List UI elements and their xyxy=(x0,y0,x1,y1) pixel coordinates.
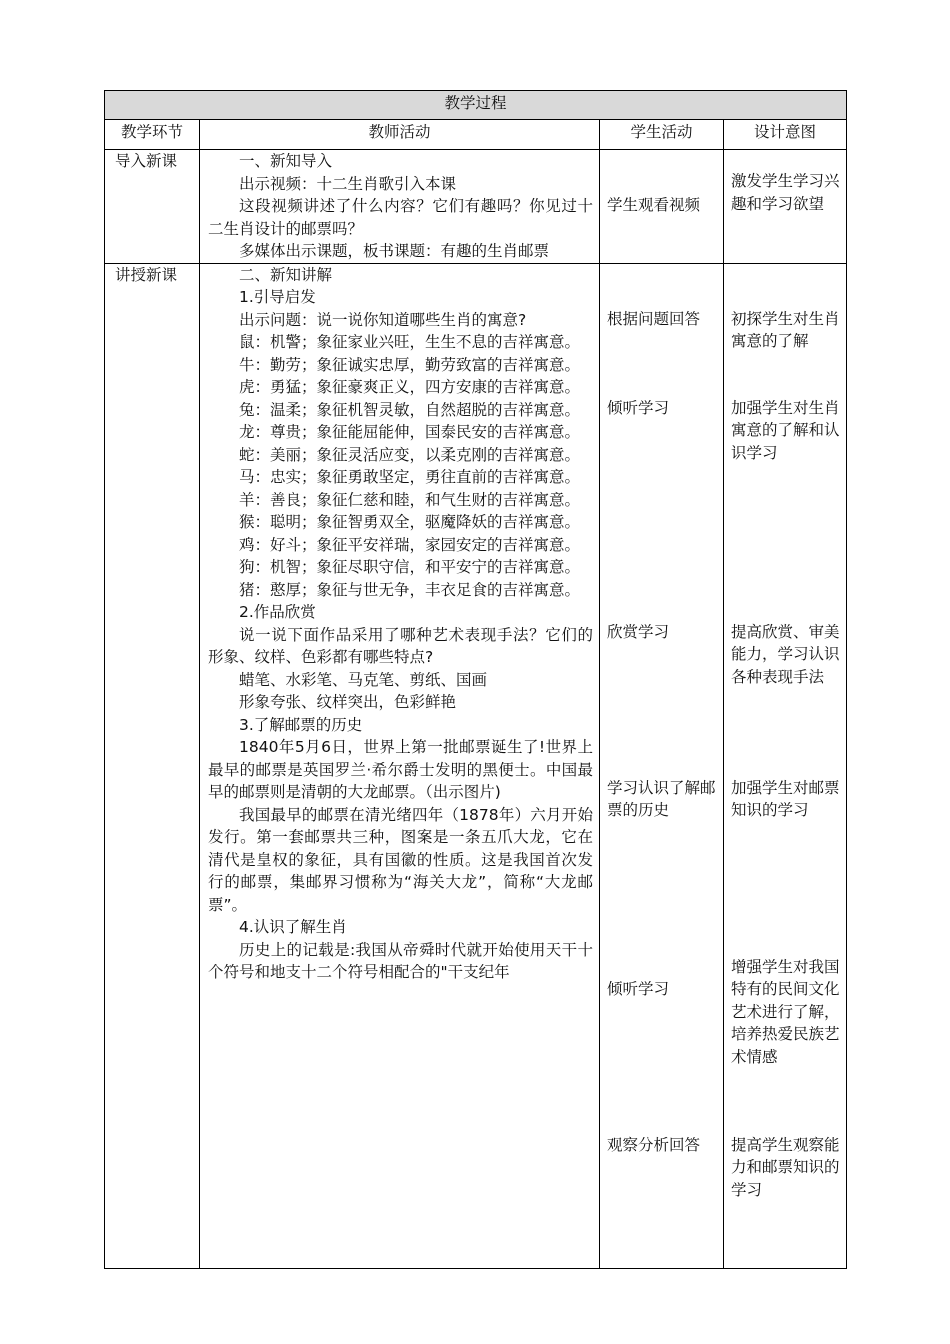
teacher-paragraph: 3.了解邮票的历史 xyxy=(239,715,363,734)
teacher-paragraph: 1840年5月6日，世界上第一批邮票诞生了!世界上最早的邮票是英国罗兰·希尔爵士发明的黑便士。中国最早的邮票则是清朝的大龙邮票。（出示图片) xyxy=(208,738,593,801)
student-activity-cell xyxy=(600,150,724,264)
teacher-paragraph: 羊：善良；象征仁慈和睦，和气生财的吉祥寓意。 xyxy=(239,490,581,509)
teacher-paragraph: 说一说下面作品采用了哪种艺术表现手法？它们的形象、纹样、色彩都有哪些特点? xyxy=(208,625,593,666)
stage-label: 导入新课 xyxy=(115,152,178,170)
teacher-paragraph: 1.引导启发 xyxy=(239,288,316,306)
design-intent-note: 初探学生对生肖寓意的了解 xyxy=(731,309,840,350)
teacher-paragraph: 猪：憨厚；象征与世无争，丰衣足食的吉祥寓意。 xyxy=(239,580,581,599)
teacher-activity-cell xyxy=(200,150,600,264)
header-stage: 教学环节 xyxy=(105,120,200,150)
teacher-paragraph: 兔：温柔；象征机智灵敏，自然超脱的吉祥寓意。 xyxy=(239,400,581,419)
student-activity-note: 观察分析回答 xyxy=(607,1135,701,1154)
teacher-paragraph: 出示视频：十二生肖歌引入本课 xyxy=(239,174,457,193)
design-intent-cell xyxy=(724,263,847,1268)
teacher-paragraph: 牛：勤劳；象征诚实忠厚，勤劳致富的吉祥寓意。 xyxy=(239,355,581,374)
stage-label: 讲授新课 xyxy=(115,265,178,284)
teaching-process-table xyxy=(104,90,847,1269)
header-teacher-activity: 教师活动 xyxy=(200,120,600,150)
teacher-paragraph: 蛇：美丽；象征灵活应变，以柔克刚的吉祥寓意。 xyxy=(239,445,581,464)
design-intent-note: 提高欣赏、审美能力，学习认识各种表现手法 xyxy=(731,622,840,686)
teacher-paragraph: 虎：勇猛；象征豪爽正义，四方安康的吉祥寓意。 xyxy=(239,378,581,396)
student-activity-note: 学习认识了解邮票的历史 xyxy=(607,778,716,819)
teacher-paragraph: 狗：机智；象征尽职守信，和平安宁的吉祥寓意。 xyxy=(239,558,581,576)
teacher-paragraph: 我国最早的邮票在清光绪四年（1878年）六月开始发行。第一套邮票共三种，图案是一条五爪大龙，它在清代是皇权的象征，具有国徽的性质。这是我国首次发行的邮票，集邮界习惯称为“海关大龙”，简称“大龙邮票”。 xyxy=(208,805,593,914)
teacher-paragraph: 二、新知讲解 xyxy=(239,265,333,284)
table-row xyxy=(105,150,847,264)
student-activity-note: 根据问题回答 xyxy=(607,309,701,328)
teacher-paragraph: 历史上的记载是:我国从帝舜时代就开始使用天干十个符号和地支十二个符号相配合的"干支纪年 xyxy=(208,940,593,981)
student-activity-note: 倾听学习 xyxy=(607,398,670,417)
teacher-paragraph: 马：忠实；象征勇敢坚定，勇往直前的吉祥寓意。 xyxy=(239,468,581,486)
teacher-paragraph: 2.作品欣赏 xyxy=(239,603,316,621)
teacher-paragraph: 猴：聪明；象征智勇双全，驱魔降妖的吉祥寓意。 xyxy=(239,513,581,531)
teacher-paragraph: 鼠：机警；象征家业兴旺，生生不息的吉祥寓意。 xyxy=(239,333,581,351)
header-student-activity: 学生活动 xyxy=(600,120,724,150)
teacher-paragraph: 4.认识了解生肖 xyxy=(239,918,347,936)
design-intent-note: 加强学生对邮票知识的学习 xyxy=(731,778,840,819)
design-intent-note: 加强学生对生肖寓意的了解和认识学习 xyxy=(731,398,840,462)
design-intent-note: 激发学生学习兴趣和学习欲望 xyxy=(731,172,840,213)
table-row xyxy=(105,263,847,1268)
teacher-paragraph: 多媒体出示课题，板书课题：有趣的生肖邮票 xyxy=(239,242,550,260)
header-design-intent: 设计意图 xyxy=(724,120,847,150)
teacher-paragraph: 出示问题：说一说你知道哪些生肖的寓意? xyxy=(239,310,527,329)
student-activity-cell xyxy=(600,263,724,1268)
teacher-paragraph: 形象夸张、纹样突出，色彩鲜艳 xyxy=(239,693,457,711)
student-activity-note: 欣赏学习 xyxy=(607,622,670,641)
design-intent-note: 增强学生对我国特有的民间文化艺术进行了解，培养热爱民族艺术情感 xyxy=(731,957,840,1066)
teacher-paragraph: 蜡笔、水彩笔、马克笔、剪纸、国画 xyxy=(239,670,488,689)
design-intent-cell xyxy=(724,150,847,264)
student-activity-note: 倾听学习 xyxy=(607,979,670,998)
teacher-paragraph: 龙：尊贵；象征能屈能伸，国泰民安的吉祥寓意。 xyxy=(239,423,581,441)
table-title: 教学过程 xyxy=(105,91,847,120)
student-activity-note: 学生观看视频 xyxy=(607,196,701,214)
teacher-paragraph: 一、新知导入 xyxy=(239,152,333,170)
teacher-paragraph: 这段视频讲述了什么内容？它们有趣吗？你见过十二生肖设计的邮票吗？ xyxy=(208,197,593,238)
stage-cell xyxy=(105,263,200,1268)
teacher-activity-cell xyxy=(200,263,600,1268)
teacher-paragraph: 鸡：好斗；象征平安祥瑞，家园安定的吉祥寓意。 xyxy=(239,535,581,554)
design-intent-note: 提高学生观察能力和邮票知识的学习 xyxy=(731,1135,840,1199)
stage-cell xyxy=(105,150,200,264)
